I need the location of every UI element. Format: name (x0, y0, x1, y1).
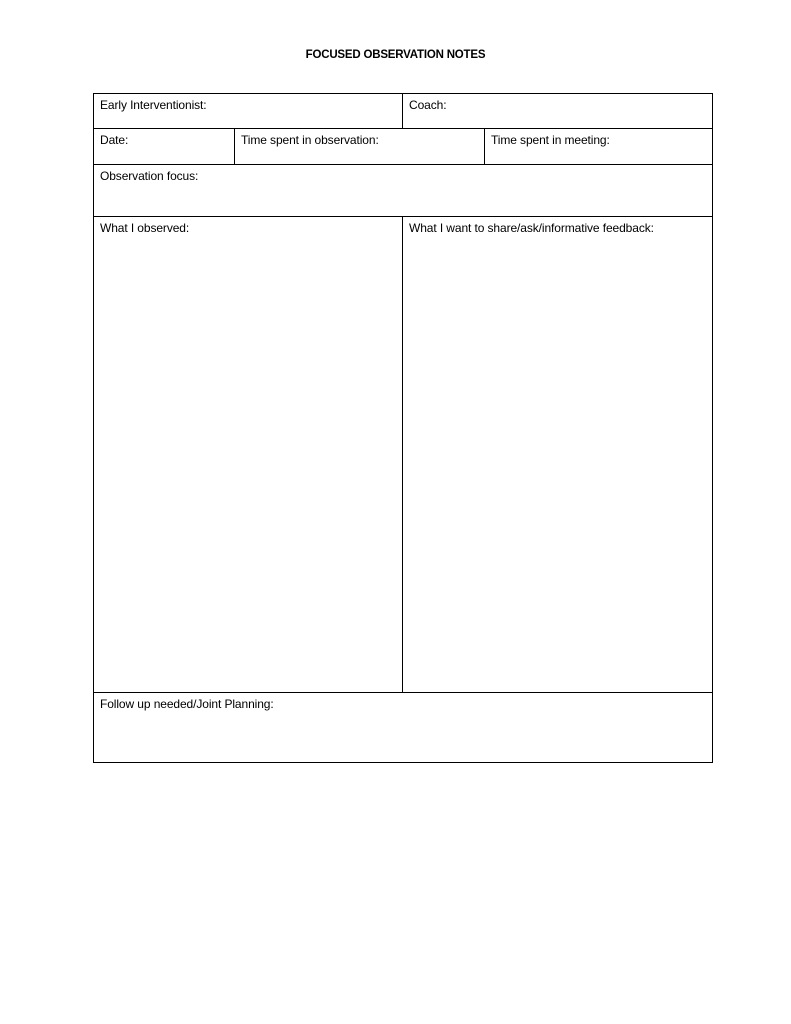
what-share-field[interactable] (403, 217, 712, 692)
early-interventionist-label: Early Interventionist: (100, 98, 207, 112)
what-observed-label: What I observed: (100, 221, 190, 235)
follow-up-label: Follow up needed/Joint Planning: (100, 697, 274, 711)
what-observed-field[interactable] (94, 217, 402, 692)
page-title: FOCUSED OBSERVATION NOTES (305, 49, 486, 61)
time-meeting-field[interactable] (485, 129, 712, 164)
what-share-label: What I want to share/ask/informative feedback: (409, 221, 654, 235)
coach-label: Coach: (409, 98, 447, 112)
date-label: Date: (100, 133, 129, 147)
time-meeting-label: Time spent in meeting: (491, 133, 610, 147)
coach-field[interactable] (403, 94, 712, 128)
observation-focus-field[interactable] (94, 165, 712, 216)
time-observation-field[interactable] (235, 129, 484, 164)
time-observation-label: Time spent in observation: (241, 133, 379, 147)
observation-focus-label: Observation focus: (100, 169, 199, 183)
follow-up-field[interactable] (94, 693, 712, 762)
early-interventionist-field[interactable] (94, 94, 402, 128)
date-field[interactable] (94, 129, 234, 164)
observation-form (93, 93, 713, 763)
